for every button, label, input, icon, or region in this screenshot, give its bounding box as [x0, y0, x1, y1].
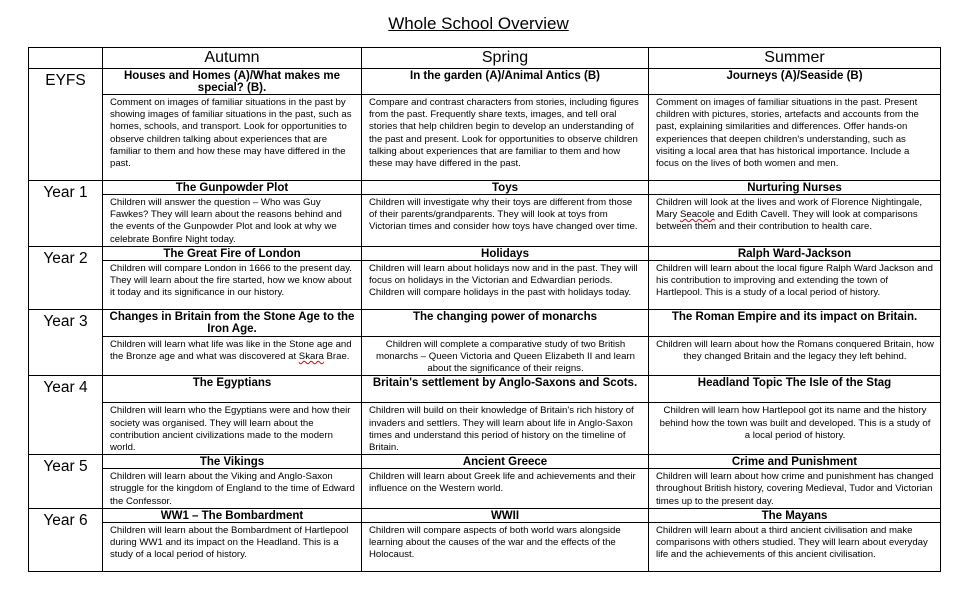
desc-autumn: Children will answer the question – Who was Guy Fawkes? They will learn about the reasons behind and the events of the Gunpowder Plot and look at why we celebrate Bonfire Night today. [103, 195, 362, 247]
topic-autumn: Changes in Britain from the Stone Age to the Iron Age. [103, 309, 362, 336]
corner-cell [29, 48, 103, 69]
topic-row-year2 [29, 246, 941, 260]
topic-spring: The changing power of monarchs [362, 309, 649, 336]
overview-table [28, 47, 941, 572]
desc-autumn: Children will learn about the Bombardment of Hartlepool during WW1 and its impact on the Headland. This is a study of a local period of history. [103, 522, 362, 571]
desc-autumn: Comment on images of familiar situations in the past by showing images of familiar situations in the past, such as homes, schools, and transport. Look for opportunities to observe children talking about experiences that are familiar to them and how these may have differed in the past. [103, 95, 362, 181]
desc-spring: Children will learn about Greek life and achievements and their influence on the Western world. [362, 469, 649, 509]
desc-text: and Edith Cavell. They will look at comparisons between them and their contribution to health care. [656, 209, 918, 233]
topic-spring: Ancient Greece [362, 455, 649, 469]
desc-row-year6 [29, 522, 941, 571]
column-header-spring: Spring [362, 48, 649, 69]
topic-autumn: WW1 – The Bombardment [103, 508, 362, 522]
topic-row-year4 [29, 376, 941, 403]
desc-autumn: Children will learn who the Egyptians were and how their society was organised. They will learn about the contribution ancient civilizations made to the modern world. [103, 403, 362, 455]
year-label: Year 1 [29, 181, 103, 247]
spellcheck-word: Skara [298, 351, 324, 363]
topic-row-year5 [29, 455, 941, 469]
spellcheck-word: Seacole [679, 209, 715, 221]
desc-autumn: Children will learn about the Viking and Anglo-Saxon struggle for the kingdom of England to the time of Edward the Confessor. [103, 469, 362, 509]
topic-autumn: The Gunpowder Plot [103, 181, 362, 195]
desc-autumn: Children will compare London in 1666 to the present day. They will learn about the fire started, how we know about it today and its significance in our history. [103, 260, 362, 309]
page-title: Whole School Overview [388, 14, 569, 33]
topic-spring: Holidays [362, 246, 649, 260]
desc-spring: Children will build on their knowledge of Britain's rich history of invaders and settlers. They will learn about life in Anglo-Saxon times and understand this period of history on the timeline of Britain. [362, 403, 649, 455]
year-label: Year 6 [29, 508, 103, 571]
desc-text: Children will learn what life was like in the Stone age and the Bronze age and what was discovered at [110, 338, 352, 363]
header-row [29, 48, 941, 69]
topic-spring: In the garden (A)/Animal Antics (B) [362, 69, 649, 95]
topic-summer: Crime and Punishment [649, 455, 941, 469]
year-label: Year 4 [29, 376, 103, 455]
topic-summer: Ralph Ward-Jackson [649, 246, 941, 260]
desc-autumn [103, 336, 362, 376]
topic-row-year3 [29, 309, 941, 336]
year-label: Year 2 [29, 246, 103, 309]
year-label: Year 5 [29, 455, 103, 509]
desc-summer: Comment on images of familiar situations in the past. Present children with pictures, stories, artefacts and accounts from the past, explaining similarities and differences. Offer hands-on experiences that deepen children's understanding, such as visiting a local area that has historical importance. Include a focus on the lives of both women and men. [649, 95, 941, 181]
desc-summer: Children will learn about the local figure Ralph Ward Jackson and his contribution to improving and extending the town of Hartlepool. This is a study of a local period of history. [649, 260, 941, 309]
desc-summer: Children will learn about a third ancient civilisation and make comparisons with others studied. They will learn about everyday life and the achievements of this ancient civilisation. [649, 522, 941, 571]
desc-spring: Children will learn about holidays now and in the past. They will focus on holidays in the Victorian and Edwardian periods. Children will compare holidays in the past with holidays today. [362, 260, 649, 309]
desc-spring: Compare and contrast characters from stories, including figures from the past. Frequently share texts, images, and tell oral stories that help children begin to develop an understanding of the past and present. Look for opportunities to observe children talking about experiences that are familiar to them and how these may have differed in the past. [362, 95, 649, 181]
topic-autumn: Houses and Homes (A)/What makes me special? (B). [103, 69, 362, 95]
column-header-summer: Summer [649, 48, 941, 69]
desc-spring: Children will complete a comparative study of two British monarchs – Queen Victoria and Queen Elizabeth II and learn about the significance of their reigns. [362, 336, 649, 376]
desc-row-year5 [29, 469, 941, 509]
topic-summer: Headland Topic The Isle of the Stag [649, 376, 941, 403]
topic-spring: WWII [362, 508, 649, 522]
topic-row-year6 [29, 508, 941, 522]
year-label: EYFS [29, 69, 103, 181]
desc-row-eyfs [29, 95, 941, 181]
desc-row-year2 [29, 260, 941, 309]
desc-summer: Children will learn about how crime and punishment has changed throughout British history, covering Medieval, Tudor and Victorian times up to the present day. [649, 469, 941, 509]
topic-autumn: The Great Fire of London [103, 246, 362, 260]
column-header-autumn: Autumn [103, 48, 362, 69]
topic-summer: Nurturing Nurses [649, 181, 941, 195]
desc-text: Children will look at the lives and work of Florence Nightingale, Mary [656, 197, 923, 221]
topic-autumn: The Vikings [103, 455, 362, 469]
topic-spring: Britain's settlement by Anglo-Saxons and Scots. [362, 376, 649, 403]
topic-summer: The Mayans [649, 508, 941, 522]
topic-row-year1 [29, 181, 941, 195]
topic-autumn: The Egyptians [103, 376, 362, 403]
desc-summer [649, 195, 941, 247]
desc-summer: Children will learn about how the Romans conquered Britain, how they changed Britain and the legacy they left behind. [649, 336, 941, 376]
desc-spring: Children will compare aspects of both world wars alongside learning about the causes of the war and the effects of the Holocaust. [362, 522, 649, 571]
desc-row-year1 [29, 195, 941, 247]
desc-spring: Children will investigate why their toys are different from those of their parents/grandparents. They will look at toys from Victorian times and consider how toys have changed over time. [362, 195, 649, 247]
topic-spring: Toys [362, 181, 649, 195]
year-label: Year 3 [29, 309, 103, 376]
topic-summer: Journeys (A)/Seaside (B) [649, 69, 941, 95]
desc-summer: Children will learn how Hartlepool got its name and the history behind how the town was built and developed. This is a study of a local period of history. [649, 403, 941, 455]
desc-row-year4 [29, 403, 941, 455]
desc-row-year3 [29, 336, 941, 376]
desc-text: Brae. [323, 351, 350, 363]
topic-row-eyfs [29, 69, 941, 95]
topic-summer: The Roman Empire and its impact on Britain. [649, 309, 941, 336]
